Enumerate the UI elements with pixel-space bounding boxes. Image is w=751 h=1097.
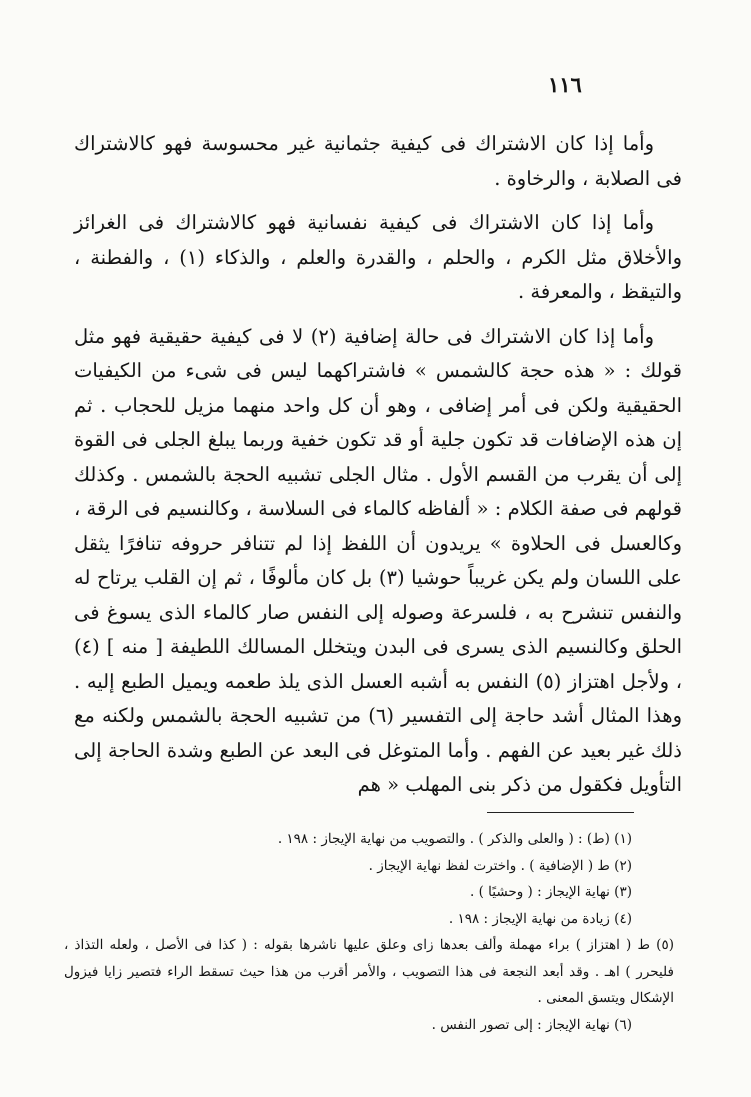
paragraph: وأما إذا كان الاشتراك فى كيفية جثمانية غير محسوسة فهو كالاشتراك فى الصلابة ، والرخاوة . xyxy=(74,132,682,190)
footnote-divider xyxy=(487,812,634,813)
paragraph: وأما إذا كان الاشتراك فى كيفية نفسانية فهو كالاشتراك فى الغرائز والأخلاق مثل الكرم ، والحلم ، والقدرة والعلم ، والذكاء (١) ، والفطنة ، والتيقظ ، والمعرفة . xyxy=(74,211,683,303)
paragraph: وأما إذا كان الاشتراك فى حالة إضافية (٢) لا فى كيفية حقيقية فهو مثل قولك : « هذه حجة كالشمس » فاشتراكهما ليس فى شىء من الكيفيات الحقيقية ولكن فى أمر إضافى ، وهو أن كل واحد منهما مزيل للحجاب . ثم إن هذه الإضافات قد تكون جلية أو قد تكون خفية وربما يبلغ الجلى فى القوة إلى أن يقرب من القسم الأول . مثال الجلى تشبيه الحجة بالشمس . وكذلك قولهم فى صفة الكلام : « ألفاظه كالماء فى السلاسة ، وكالنسيم فى الرقة ، وكالعسل فى الحلاوة » يريدون أن اللفظ إذا لم تتنافر حروفه تنافرًا يثقل على اللسان ولم يكن غريباً حوشيا (٣) بل كان مألوفًا ، ثم إن القلب يرتاح له والنفس تنشرح به ، فلسرعة وصوله إلى النفس صار كالماء الذى يسوغ فى الحلق وكالنسيم الذى يسرى فى البدن ويتخلل المسالك اللطيفة [ منه ] (٤) ، ولأجل اهتزاز (٥) النفس به أشبه العسل الذى يلذ طعمه ويميل الطبع إليه . وهذا المثال أشد حاجة إلى التفسير (٦) من تشبيه الحجة بالشمس ولكنه مع ذلك غير بعيد عن الفهم . وأما المتوغل فى البعد عن الطبع وشدة الحاجة إلى التأويل فكقول من ذكر بنى المهلب « هم xyxy=(74,324,682,796)
footnote: (٢) ط ( الإضافية ) . واخترت لفظ نهاية الإيجاز . xyxy=(368,857,632,874)
main-text xyxy=(74,127,682,803)
footnote: (٤) زيادة من نهاية الإيجاز : ١٩٨ . xyxy=(448,910,632,927)
page-number: ١١٦ xyxy=(548,72,582,97)
footnotes xyxy=(64,826,674,1038)
footnote: (١) (ط) : ( والعلى والذكر ) . والتصويب من نهاية الإيجاز : ١٩٨ . xyxy=(277,831,632,847)
footnote: (٣) نهاية الإيجاز : ( وحشيًا ) . xyxy=(470,884,632,900)
footnote: (٥) ط ( اهتزاز ) براء مهملة وألف بعدها زاى وعلق عليها ناشرها بقوله : ( كذا فى الأصل ، ولعله التذاذ ، فليحرر ) اهـ . وقد أبعد النجعة فى هذا التصويب ، والأمر أقرب من هذا حيث تسقط الراء فتصير زايا فيزول الإشكال ويتسق المعنى . xyxy=(64,937,674,1006)
footnote: (٦) نهاية الإيجاز : إلى تصور النفس . xyxy=(431,1016,632,1033)
